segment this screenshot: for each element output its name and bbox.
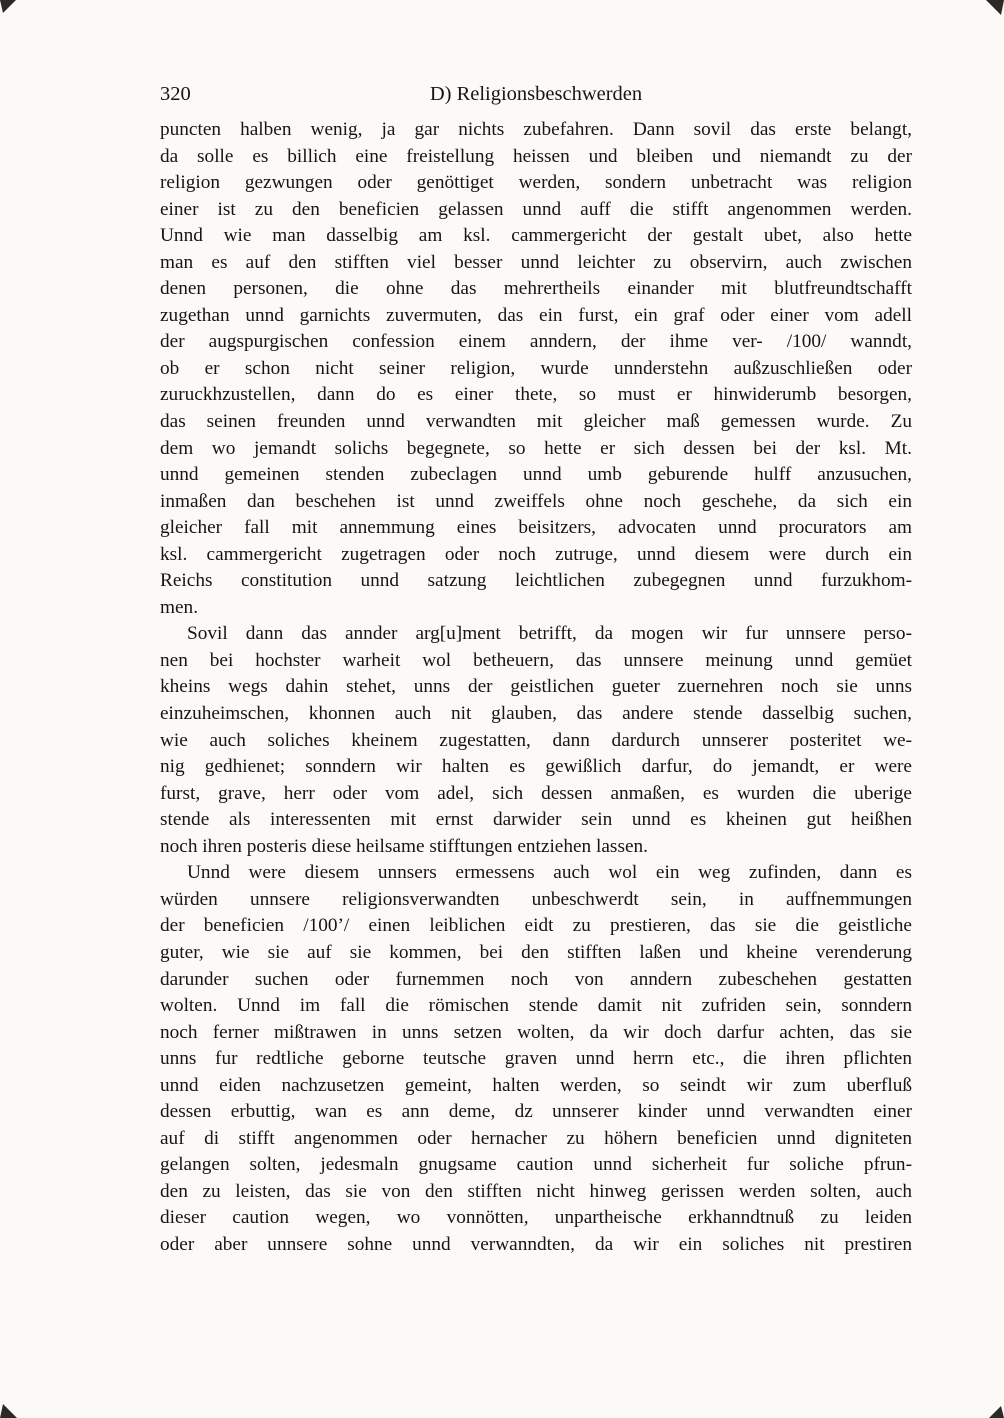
text-line: men. [160,596,199,618]
text-line: inmaßen dan beschehen ist unnd zweiffels ohne noch geschehe, da sich ein [160,490,912,512]
text-line: ksl. cammergericht zugetragen oder noch zutruge, unnd diesem were durch ein [160,543,912,565]
text-line: Reichs constitution unnd satzung leichtlichen zubegegnen unnd furzukhom- [160,570,912,592]
text-line: unns fur redtliche geborne teutsche graven unnd herrn etc., die ihren pflichten [160,1048,912,1070]
page-number: 320 [160,83,191,105]
text-line: unnd gemeinen stenden zubeclagen unnd umb geburende hulff anzusuchen, [160,464,912,486]
text-line: Sovil dann das annder arg[u]ment betrifft, da mogen wir fur unnsere perso- [187,623,912,645]
text-line: furst, grave, herr oder vom adel, sich dessen anmaßen, es wurden die uberige [160,782,912,804]
text-line: der beneficien /100’/ einen leiblichen eidt zu prestieren, das sie die geistliche [160,915,912,937]
text-line: zugethan unnd garnichts zuvermuten, das ein furst, ein graf oder einer vom adell [160,304,912,326]
text-line: da solle es billich eine freistellung heissen und bleiben und niemandt zu der [160,145,912,167]
text-line: auf di stifft angenommen oder hernacher zu höhern beneficien unnd digniteten [160,1127,912,1149]
text-line: guter, wie sie auf sie kommen, bei den stifften laßen und kheine verenderung [160,941,912,963]
text-line: noch ferner mißtrawen in unns setzen wolten, da wir doch darfur achten, das sie [160,1021,912,1043]
text-line: dieser caution wegen, wo vonnötten, unpartheische erkhanndtnuß zu leiden [160,1207,912,1229]
text-line: wolten. Unnd im fall die römischen stende damit nit zufriden sein, sonndern [160,995,912,1017]
scan-corner-artifact-top-right [986,0,1004,18]
text-line: der augspurgischen confession einem anndern, der ihme ver- /100/ wanndt, [160,331,912,353]
text-line: kheins wegs dahin stehet, unns der geistlichen gueter zuernehren noch sie unns [160,676,912,698]
text-line: puncten halben wenig, ja gar nichts zubefahren. Dann sovil das erste belangt, [160,119,912,140]
text-line: unnd eiden nachzusetzen gemeint, halten werden, so seindt wir zum uberfluß [160,1074,912,1096]
text-line: darunder suchen oder furnemmen noch von anndern zubeschehen gestatten [160,968,912,990]
text-line: dessen erbuttig, wan es ann deme, dz unnserer kinder unnd verwandten einer [160,1101,912,1123]
text-line: einzuheimschen, khonnen auch nit glauben, das andere stende dasselbig suchen, [160,703,912,725]
text-line: denen personen, die ohne das mehrertheils einander mit blutfreundtschafft [160,278,912,300]
scan-corner-artifact-top-left [0,0,16,16]
text-line: man es auf den stifften viel besser unnd leichter zu observirn, auch zwischen [160,251,912,273]
text-line: würden unnsere religionsverwandten unbeschwerdt sein, in auffnemmungen [160,888,912,910]
scan-corner-artifact-bottom-right [989,1403,1004,1418]
text-line: gelangen solten, jedesmaln gnugsame caution unnd sicherheit fur soliche pfrun- [160,1154,912,1176]
body-text [160,117,912,1259]
text-line: zuruckhzustellen, dann do es einer thete, so must er hinwiderumb besorgen, [160,384,912,406]
text-line: ob er schon nicht seiner religion, wurde unnderstehn außzuschließen oder [160,357,912,379]
scan-corner-artifact-bottom-left [0,1401,17,1418]
text-line: noch ihren posteris diese heilsame stifftungen entziehen lassen. [160,835,648,857]
text-line: Unnd were diesem unnsers ermessens auch wol ein weg zufinden, dann es [187,862,912,884]
text-line: gleicher fall mit annemmung eines beisitzers, advocaten unnd procurators am [160,517,912,539]
text-line: nig gedhienet; sonndern wir halten es gewißlich darfur, do jemandt, er were [160,756,912,778]
page-header-row [160,81,912,108]
text-line: einer ist zu den beneficien gelassen unnd auff die stifft angenommen werden. [160,198,912,220]
text-line: nen bei hochster warheit wol betheuern, das unnsere meinung unnd gemüet [160,649,912,671]
paragraph [160,621,912,860]
running-header: D) Religionsbeschwerden [429,83,643,105]
text-line: wie auch soliches kheinem zugestatten, dann dardurch unnserer posteritet we- [160,729,912,751]
text-line: religion gezwungen oder genöttiget werden, sondern unbetracht was religion [160,172,912,194]
text-line: Unnd wie man dasselbig am ksl. cammergericht der gestalt ubet, also hette [160,225,912,247]
text-line: oder aber unnsere sohne unnd verwanndten, da wir ein soliches nit prestiren [160,1233,912,1255]
text-line: stende als interessenten mit ernst darwider sein unnd es kheinen gut heißhen [160,809,912,831]
paragraph [160,860,912,1258]
text-line: das seinen freunden unnd verwandten mit gleicher maß gemessen wurde. Zu [160,411,912,433]
text-line: dem wo jemandt solichs begegnete, so hette er sich dessen bei der ksl. Mt. [160,437,912,459]
text-line: den zu leisten, das sie von den stifften nicht hinweg gerissen werden solten, auch [160,1180,912,1202]
paragraph [160,117,912,621]
